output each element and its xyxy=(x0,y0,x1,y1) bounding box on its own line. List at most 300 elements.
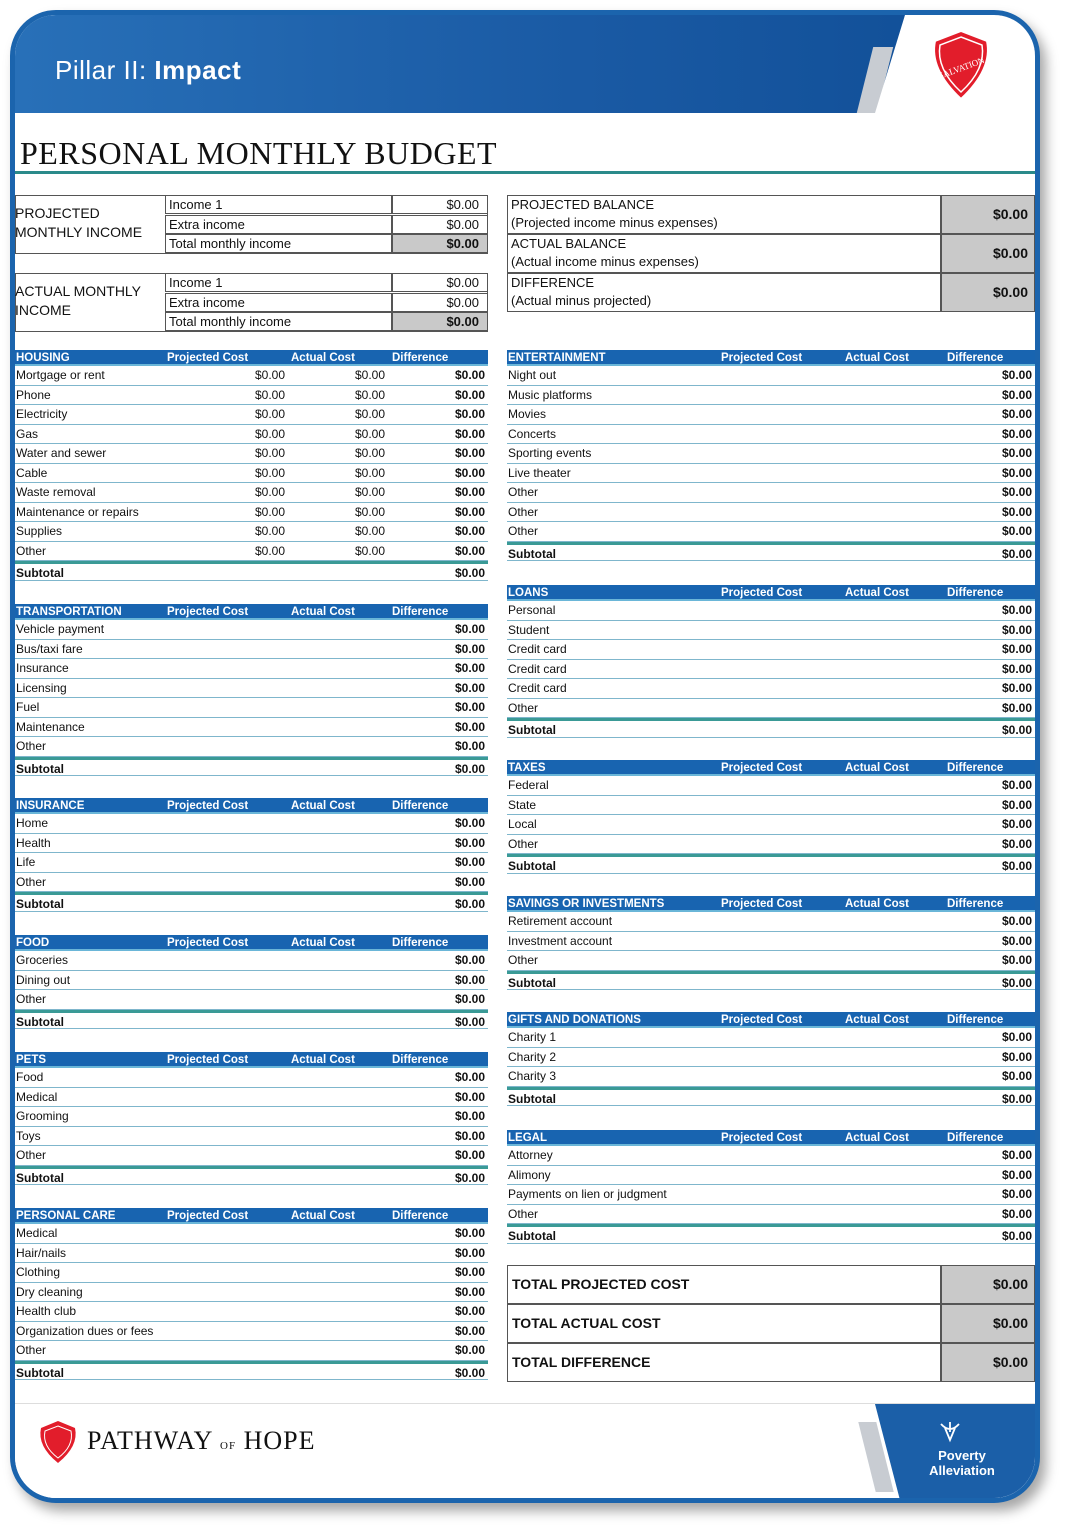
difference-value[interactable]: $0.00 xyxy=(454,485,485,499)
column-header-difference: Difference xyxy=(392,800,449,812)
difference-value[interactable]: $0.00 xyxy=(1001,465,1032,480)
table-row xyxy=(15,640,488,660)
total-label: TOTAL DIFFERENCE xyxy=(507,1343,941,1382)
difference-value[interactable]: $0.00 xyxy=(454,1245,485,1260)
difference-value[interactable]: $0.00 xyxy=(454,368,485,382)
projected-cost[interactable]: $0.00 xyxy=(254,543,285,558)
difference-value[interactable]: $0.00 xyxy=(454,739,485,753)
balance-label xyxy=(507,234,941,273)
column-header-difference: Difference xyxy=(392,1054,449,1066)
section-title: FOOD xyxy=(16,937,50,949)
difference-value[interactable]: $0.00 xyxy=(454,426,485,441)
difference-value[interactable]: $0.00 xyxy=(1001,953,1032,967)
table-row xyxy=(15,444,488,464)
section-header xyxy=(15,935,488,951)
actual-cost[interactable]: $0.00 xyxy=(354,504,385,519)
row-label: Home xyxy=(16,816,49,830)
projected-cost[interactable]: $0.00 xyxy=(254,368,285,382)
row-label: Subtotal xyxy=(16,897,64,911)
row-label: Credit card xyxy=(508,661,567,676)
subtotal-row xyxy=(507,854,1035,874)
table-row xyxy=(15,522,488,542)
difference-value[interactable]: $0.00 xyxy=(454,465,485,480)
difference-value[interactable]: $0.00 xyxy=(454,700,485,714)
row-label: Federal xyxy=(508,778,549,792)
table-row xyxy=(507,796,1035,816)
difference-value[interactable]: $0.00 xyxy=(454,543,485,558)
row-label: Vehicle payment xyxy=(16,622,105,636)
difference-value[interactable]: $0.00 xyxy=(454,816,485,830)
row-label: Bus/taxi fare xyxy=(16,641,83,656)
subtotal-row xyxy=(507,542,1035,562)
difference-value[interactable]: $0.00 xyxy=(454,972,485,987)
table-row xyxy=(507,912,1035,932)
subtotal-row xyxy=(15,757,488,777)
difference-value[interactable]: $0.00 xyxy=(1001,836,1032,851)
difference-value[interactable]: $0.00 xyxy=(1001,446,1032,460)
table-row xyxy=(15,1224,488,1244)
table-row xyxy=(507,835,1035,855)
row-label: Other xyxy=(508,485,539,499)
table-row xyxy=(15,873,488,893)
income-row-label: Total monthly income xyxy=(165,234,392,253)
row-label: Dining out xyxy=(16,972,71,987)
actual-cost[interactable]: $0.00 xyxy=(354,407,385,421)
row-label: Groceries xyxy=(16,953,69,967)
difference-value[interactable]: $0.00 xyxy=(1001,622,1032,637)
difference-value[interactable]: $0.00 xyxy=(1001,914,1032,928)
difference-value[interactable]: $0.00 xyxy=(1001,1206,1032,1221)
difference-value[interactable]: $0.00 xyxy=(454,661,485,675)
actual-cost[interactable]: $0.00 xyxy=(354,446,385,460)
row-label: Licensing xyxy=(16,680,67,695)
table-row xyxy=(507,1048,1035,1068)
table-row xyxy=(15,464,488,484)
table-row xyxy=(507,483,1035,503)
column-header-actual: Actual Cost xyxy=(291,1054,355,1066)
row-label: Other xyxy=(508,1206,539,1221)
section-housing xyxy=(15,350,488,581)
difference-value[interactable]: $0.00 xyxy=(454,1284,485,1299)
total-label: TOTAL ACTUAL COST xyxy=(507,1304,941,1343)
table-row xyxy=(15,425,488,445)
table-row xyxy=(15,405,488,425)
subtotal-row xyxy=(507,971,1035,991)
income-row-label: Income 1 xyxy=(165,273,392,292)
table-row xyxy=(15,1068,488,1088)
projected-cost[interactable]: $0.00 xyxy=(254,465,285,480)
income-row-value[interactable]: $0.00 xyxy=(392,195,488,214)
row-label: Waste removal xyxy=(16,485,96,499)
difference-value[interactable]: $0.00 xyxy=(1001,1229,1032,1243)
row-label: Other xyxy=(16,1343,47,1357)
row-label: Credit card xyxy=(508,642,567,656)
column-header-projected: Projected Cost xyxy=(721,1014,803,1026)
table-row xyxy=(507,1067,1035,1087)
table-row xyxy=(15,1107,488,1127)
difference-value[interactable]: $0.00 xyxy=(1001,700,1032,715)
row-label: Sporting events xyxy=(508,446,592,460)
difference-value[interactable]: $0.00 xyxy=(454,680,485,695)
table-row xyxy=(15,1302,488,1322)
difference-value[interactable]: $0.00 xyxy=(454,1148,485,1162)
section-header xyxy=(15,604,488,620)
balance-label xyxy=(507,195,941,234)
difference-value[interactable]: $0.00 xyxy=(1001,504,1032,519)
difference-value[interactable]: $0.00 xyxy=(1001,642,1032,656)
difference-value[interactable]: $0.00 xyxy=(454,407,485,421)
row-label: Cable xyxy=(16,465,48,480)
projected-cost[interactable]: $0.00 xyxy=(254,387,285,402)
row-label: Other xyxy=(508,700,539,715)
page-title: PERSONAL MONTHLY BUDGET xyxy=(20,135,498,171)
difference-value[interactable]: $0.00 xyxy=(1001,975,1032,990)
table-row xyxy=(15,1341,488,1361)
actual-cost[interactable]: $0.00 xyxy=(354,485,385,499)
column-header-projected: Projected Cost xyxy=(167,1210,249,1222)
table-row xyxy=(507,444,1035,464)
column-header-actual: Actual Cost xyxy=(291,1210,355,1222)
difference-value[interactable]: $0.00 xyxy=(454,622,485,636)
section-header xyxy=(507,760,1035,776)
income-row-value[interactable]: $0.00 xyxy=(392,293,488,312)
row-label: Charity 3 xyxy=(508,1069,557,1083)
balance-subtitle: (Actual minus projected) xyxy=(511,293,652,308)
income-row-value[interactable]: $0.00 xyxy=(392,234,488,253)
projected-cost[interactable]: $0.00 xyxy=(254,504,285,519)
table-row xyxy=(507,1185,1035,1205)
column-header-difference: Difference xyxy=(947,587,1004,599)
row-label: Maintenance or repairs xyxy=(16,504,139,519)
section-header xyxy=(15,1208,488,1224)
column-header-projected: Projected Cost xyxy=(721,898,803,910)
difference-value[interactable]: $0.00 xyxy=(1001,1049,1032,1064)
row-label: Life xyxy=(16,855,36,869)
projected-cost[interactable]: $0.00 xyxy=(254,407,285,421)
difference-value[interactable]: $0.00 xyxy=(454,446,485,460)
section-title: ENTERTAINMENT xyxy=(508,352,606,364)
difference-value[interactable]: $0.00 xyxy=(1001,933,1032,948)
difference-value[interactable]: $0.00 xyxy=(1001,661,1032,676)
row-label: Investment account xyxy=(508,933,613,948)
row-label: Supplies xyxy=(16,524,63,538)
row-label: Other xyxy=(16,739,47,753)
column-header-actual: Actual Cost xyxy=(845,352,909,364)
difference-value[interactable]: $0.00 xyxy=(1001,1030,1032,1044)
row-label: Food xyxy=(16,1070,44,1084)
actual-cost[interactable]: $0.00 xyxy=(354,368,385,382)
difference-value[interactable]: $0.00 xyxy=(454,874,485,889)
actual-cost[interactable]: $0.00 xyxy=(354,465,385,480)
row-label: Credit card xyxy=(508,681,567,695)
difference-value[interactable]: $0.00 xyxy=(454,1304,485,1318)
salvation-army-footer-shield-icon xyxy=(37,1420,79,1464)
program-label: Poverty Alleviation xyxy=(929,1448,995,1478)
section-savings-or-investments xyxy=(507,896,1035,990)
difference-value[interactable]: $0.00 xyxy=(1001,426,1032,441)
row-label: Organization dues or fees xyxy=(16,1323,154,1338)
section-title: GIFTS AND DONATIONS xyxy=(508,1014,641,1026)
row-label: Retirement account xyxy=(508,914,613,928)
row-label: Water and sewer xyxy=(16,446,107,460)
row-label: Maintenance xyxy=(16,719,85,734)
difference-value[interactable]: $0.00 xyxy=(454,1226,485,1240)
section-gifts-and-donations xyxy=(507,1012,1035,1106)
difference-value[interactable]: $0.00 xyxy=(454,504,485,519)
balance-value: $0.00 xyxy=(941,273,1035,312)
section-header xyxy=(507,350,1035,366)
difference-value[interactable]: $0.00 xyxy=(454,1343,485,1357)
difference-value[interactable]: $0.00 xyxy=(1001,1148,1032,1162)
difference-value[interactable]: $0.00 xyxy=(454,855,485,869)
actual-cost[interactable]: $0.00 xyxy=(354,543,385,558)
section-title: PETS xyxy=(16,1054,47,1066)
row-label: Hair/nails xyxy=(16,1245,67,1260)
difference-value[interactable]: $0.00 xyxy=(1001,368,1032,382)
row-label: Gas xyxy=(16,426,39,441)
difference-value[interactable]: $0.00 xyxy=(1001,1187,1032,1201)
balance-title: ACTUAL BALANCE xyxy=(511,236,627,251)
row-label: State xyxy=(508,797,537,812)
actual-cost[interactable]: $0.00 xyxy=(354,426,385,441)
row-label: Mortgage or rent xyxy=(16,368,105,382)
subtotal-row xyxy=(507,1087,1035,1107)
section-insurance xyxy=(15,798,488,912)
section-header xyxy=(15,798,488,814)
difference-value[interactable]: $0.00 xyxy=(454,1265,485,1279)
table-row xyxy=(15,386,488,406)
subtotal-row xyxy=(15,1361,488,1381)
actual-cost[interactable]: $0.00 xyxy=(354,387,385,402)
difference-value[interactable]: $0.00 xyxy=(1001,817,1032,831)
difference-value[interactable]: $0.00 xyxy=(454,835,485,850)
balance-subtitle: (Actual income minus expenses) xyxy=(511,254,699,269)
subtotal-row xyxy=(507,1224,1035,1244)
row-label: Subtotal xyxy=(16,566,64,580)
column-header-actual: Actual Cost xyxy=(291,800,355,812)
income-row-value[interactable]: $0.00 xyxy=(392,273,488,292)
difference-value[interactable]: $0.00 xyxy=(1001,603,1032,617)
table-row xyxy=(507,425,1035,445)
section-header xyxy=(507,1130,1035,1146)
difference-value[interactable]: $0.00 xyxy=(1001,524,1032,538)
total-value: $0.00 xyxy=(941,1265,1035,1304)
row-label: Electricity xyxy=(16,407,68,421)
difference-value[interactable]: $0.00 xyxy=(454,761,485,776)
table-row xyxy=(15,737,488,757)
pillar-title: Pillar II: Impact xyxy=(55,55,242,85)
table-row xyxy=(15,853,488,873)
row-label: Grooming xyxy=(16,1109,69,1123)
column-header-projected: Projected Cost xyxy=(167,800,249,812)
difference-value[interactable]: $0.00 xyxy=(1001,1167,1032,1182)
table-row xyxy=(15,990,488,1010)
income-row-value[interactable]: $0.00 xyxy=(392,312,488,331)
row-label: Other xyxy=(16,992,47,1006)
column-header-projected: Projected Cost xyxy=(721,587,803,599)
subtotal-row xyxy=(15,1010,488,1030)
projected-cost[interactable]: $0.00 xyxy=(254,524,285,538)
difference-value[interactable]: $0.00 xyxy=(454,719,485,734)
column-header-difference: Difference xyxy=(947,1132,1004,1144)
table-row xyxy=(507,776,1035,796)
row-label: Alimony xyxy=(508,1167,551,1182)
difference-value[interactable]: $0.00 xyxy=(454,387,485,402)
row-label: Subtotal xyxy=(508,723,556,737)
row-label: Student xyxy=(508,622,550,637)
column-header-projected: Projected Cost xyxy=(167,606,249,618)
income-row-value[interactable]: $0.00 xyxy=(392,215,488,234)
total-value: $0.00 xyxy=(941,1304,1035,1343)
section-legal xyxy=(507,1130,1035,1244)
section-title: TAXES xyxy=(508,762,546,774)
difference-value[interactable]: $0.00 xyxy=(1001,681,1032,695)
svg-text:SALVATION: SALVATION xyxy=(936,54,986,81)
section-header xyxy=(15,350,488,366)
row-label: Subtotal xyxy=(16,1014,64,1029)
difference-value[interactable]: $0.00 xyxy=(1001,797,1032,812)
document-frame xyxy=(10,10,1040,1503)
difference-value[interactable]: $0.00 xyxy=(454,1323,485,1338)
difference-value[interactable]: $0.00 xyxy=(454,1170,485,1185)
column-header-difference: Difference xyxy=(392,1210,449,1222)
column-header-difference: Difference xyxy=(392,352,449,364)
table-row xyxy=(15,1283,488,1303)
income-label: PROJECTED MONTHLY INCOME xyxy=(15,205,143,240)
title-rule xyxy=(15,171,1035,174)
column-header-difference: Difference xyxy=(947,762,1004,774)
income-row-label: Extra income xyxy=(165,293,392,312)
table-row xyxy=(507,660,1035,680)
table-row xyxy=(507,522,1035,542)
table-row xyxy=(507,1205,1035,1225)
table-row xyxy=(15,483,488,503)
section-title: LEGAL xyxy=(508,1132,547,1144)
difference-value[interactable]: $0.00 xyxy=(1001,723,1032,737)
difference-value[interactable]: $0.00 xyxy=(454,992,485,1006)
header-bar xyxy=(15,15,1035,113)
column-header-actual: Actual Cost xyxy=(291,352,355,364)
column-header-difference: Difference xyxy=(392,606,449,618)
column-header-difference: Difference xyxy=(947,1014,1004,1026)
column-header-actual: Actual Cost xyxy=(845,898,909,910)
table-row xyxy=(507,464,1035,484)
section-transportation xyxy=(15,604,488,776)
salvation-army-shield-icon xyxy=(927,29,995,101)
balance-value: $0.00 xyxy=(941,234,1035,273)
row-label: Movies xyxy=(508,407,547,421)
difference-value[interactable]: $0.00 xyxy=(1001,1069,1032,1083)
projected-cost[interactable]: $0.00 xyxy=(254,446,285,460)
row-label: Local xyxy=(508,817,537,831)
difference-value[interactable]: $0.00 xyxy=(1001,387,1032,402)
table-row xyxy=(15,503,488,523)
difference-value[interactable]: $0.00 xyxy=(1001,407,1032,421)
table-row xyxy=(15,620,488,640)
row-label: Medical xyxy=(16,1089,58,1104)
table-row xyxy=(15,659,488,679)
table-row xyxy=(507,932,1035,952)
section-title: LOANS xyxy=(508,587,549,599)
difference-value[interactable]: $0.00 xyxy=(454,524,485,538)
row-label: Health club xyxy=(16,1304,77,1318)
row-label: Other xyxy=(508,504,539,519)
difference-value[interactable]: $0.00 xyxy=(1001,546,1032,561)
difference-value[interactable]: $0.00 xyxy=(454,1128,485,1143)
table-row xyxy=(15,1322,488,1342)
footer xyxy=(15,1403,1035,1503)
table-row xyxy=(507,951,1035,971)
section-personal-care xyxy=(15,1208,488,1380)
row-label: Charity 1 xyxy=(508,1030,557,1044)
row-label: Personal xyxy=(508,603,556,617)
row-label: Subtotal xyxy=(16,1170,64,1185)
projected-cost[interactable]: $0.00 xyxy=(254,426,285,441)
subtotal-row xyxy=(15,561,488,581)
difference-value[interactable]: $0.00 xyxy=(454,1014,485,1029)
row-label: Subtotal xyxy=(508,975,556,990)
column-header-actual: Actual Cost xyxy=(291,606,355,618)
row-label: Other xyxy=(16,1148,47,1162)
difference-value[interactable]: $0.00 xyxy=(454,1070,485,1084)
column-header-projected: Projected Cost xyxy=(721,762,803,774)
difference-value[interactable]: $0.00 xyxy=(454,1109,485,1123)
row-label: Toys xyxy=(16,1128,41,1143)
table-row xyxy=(507,1166,1035,1186)
balance-title: PROJECTED BALANCE xyxy=(511,197,655,212)
row-label: Other xyxy=(16,543,47,558)
table-row xyxy=(15,951,488,971)
section-header xyxy=(507,1012,1035,1028)
row-label: Charity 2 xyxy=(508,1049,557,1064)
difference-value[interactable]: $0.00 xyxy=(454,566,485,580)
section-title: INSURANCE xyxy=(16,800,85,812)
section-pets xyxy=(15,1052,488,1185)
row-label: Other xyxy=(508,953,539,967)
difference-value[interactable]: $0.00 xyxy=(1001,859,1032,873)
section-entertainment xyxy=(507,350,1035,561)
row-label: Insurance xyxy=(16,661,69,675)
column-header-projected: Projected Cost xyxy=(721,352,803,364)
table-row xyxy=(15,1088,488,1108)
difference-value[interactable]: $0.00 xyxy=(1001,1091,1032,1106)
section-taxes xyxy=(507,760,1035,874)
projected-cost[interactable]: $0.00 xyxy=(254,485,285,499)
table-row xyxy=(15,698,488,718)
table-row xyxy=(507,405,1035,425)
difference-value[interactable]: $0.00 xyxy=(1001,485,1032,499)
table-row xyxy=(15,542,488,562)
difference-value[interactable]: $0.00 xyxy=(454,953,485,967)
column-header-actual: Actual Cost xyxy=(845,1014,909,1026)
row-label: Subtotal xyxy=(508,1229,556,1243)
row-label: Clothing xyxy=(16,1265,61,1279)
difference-value[interactable]: $0.00 xyxy=(454,1089,485,1104)
total-value: $0.00 xyxy=(941,1343,1035,1382)
difference-value[interactable]: $0.00 xyxy=(454,897,485,911)
difference-value[interactable]: $0.00 xyxy=(1001,778,1032,792)
table-row xyxy=(15,1244,488,1264)
actual-cost[interactable]: $0.00 xyxy=(354,524,385,538)
difference-value[interactable]: $0.00 xyxy=(454,641,485,656)
table-row xyxy=(507,386,1035,406)
section-header xyxy=(15,1052,488,1068)
column-header-difference: Difference xyxy=(947,898,1004,910)
section-loans xyxy=(507,585,1035,738)
column-header-actual: Actual Cost xyxy=(845,587,909,599)
difference-value[interactable]: $0.00 xyxy=(454,1365,485,1380)
table-row xyxy=(15,1263,488,1283)
